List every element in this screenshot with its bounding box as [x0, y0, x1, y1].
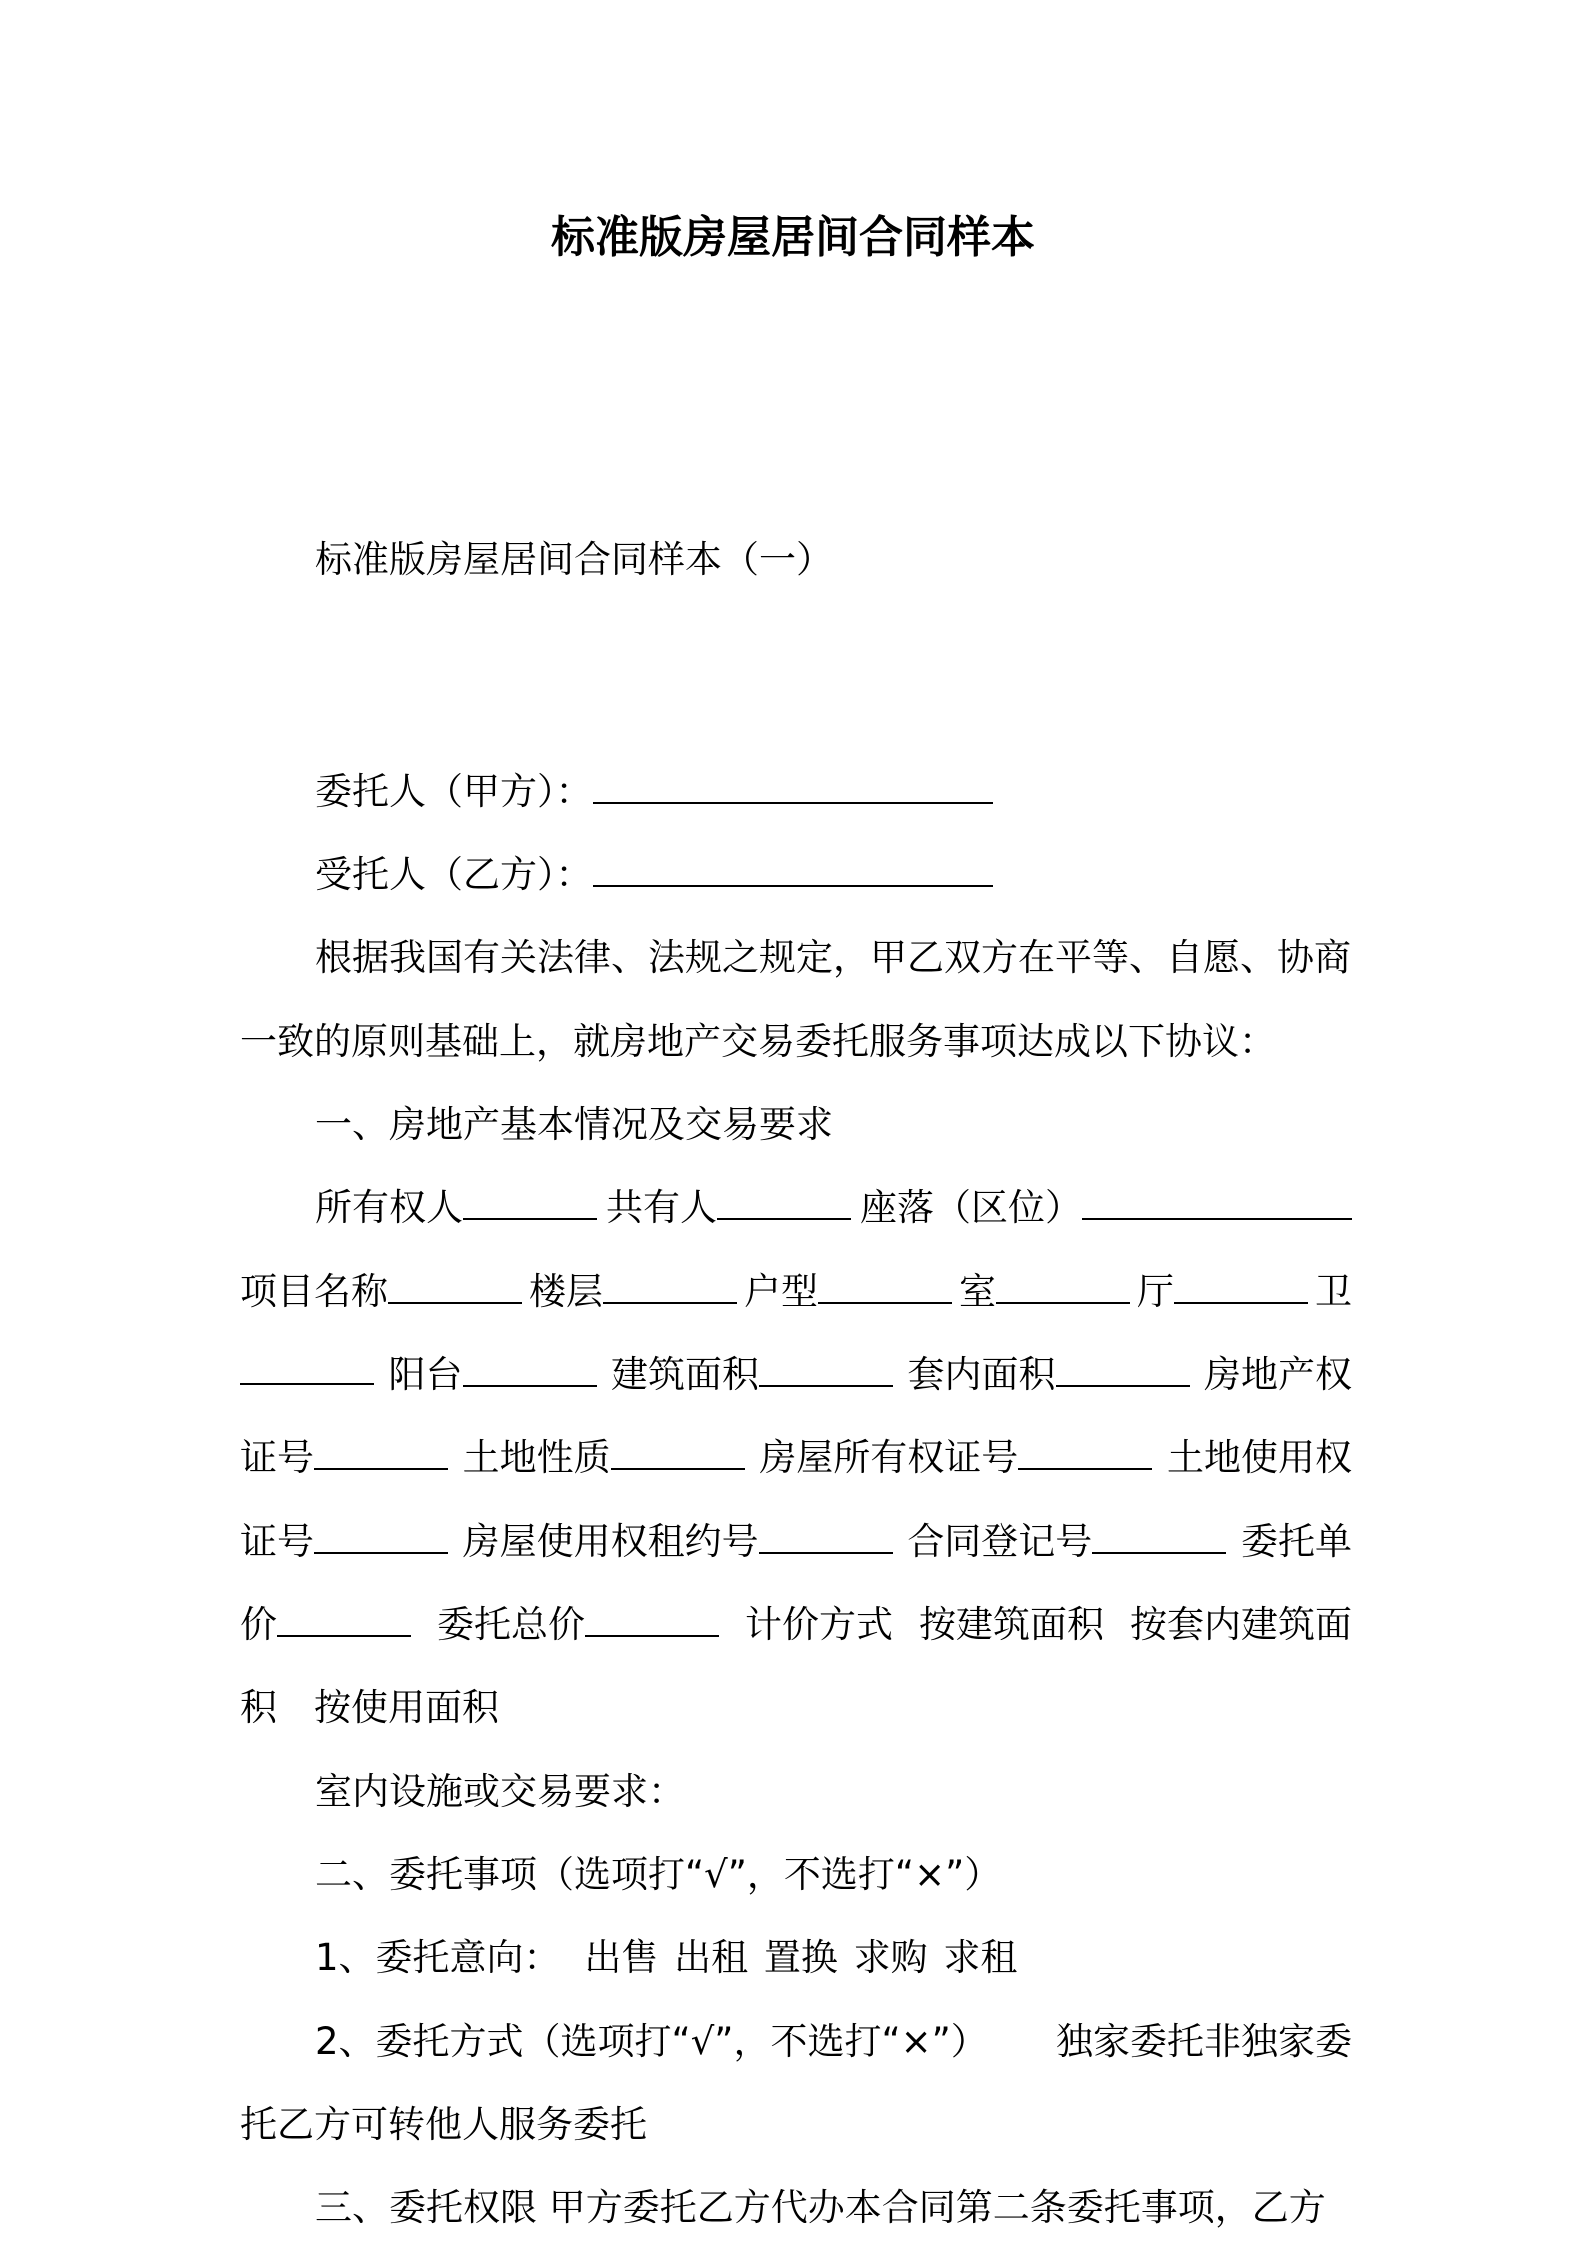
method-label: 2、委托方式（选项打“√”，不选打“×”） — [315, 2020, 988, 2063]
floor-blank[interactable] — [603, 1264, 737, 1304]
paragraph-1-line-2: 一致的原则基础上，就房地产交易委托服务事项达成以下协议： — [240, 1020, 1276, 1063]
pricing-option-building[interactable]: 按建筑面积 — [919, 1603, 1104, 1646]
intent-option-buy[interactable]: 求购 — [853, 1936, 928, 1979]
room-label: 室 — [959, 1270, 996, 1313]
contract-reg-label: 合同登记号 — [907, 1520, 1093, 1563]
contract-reg-blank[interactable] — [1092, 1514, 1226, 1554]
layout-label: 户型 — [744, 1270, 818, 1313]
balcony-blank[interactable] — [463, 1347, 597, 1387]
intent-option-sell[interactable]: 出售 — [584, 1936, 659, 1979]
party-b-label: 受托人（乙方）： — [315, 853, 593, 896]
floor-label: 楼层 — [529, 1270, 603, 1313]
realestate-cert-label-cont: 证号 — [240, 1436, 314, 1479]
unit-price-blank[interactable] — [277, 1597, 411, 1637]
intent-option-exchange[interactable]: 置换 — [763, 1936, 838, 1979]
total-price-label: 委托总价 — [437, 1603, 585, 1646]
house-cert-blank[interactable] — [1018, 1430, 1152, 1470]
hall-blank[interactable] — [1174, 1264, 1308, 1304]
method-option-exclusive[interactable]: 独家委托非独家委 — [1056, 2020, 1352, 2063]
subtitle: 标准版房屋居间合同样本（一） — [315, 538, 833, 581]
land-nature-label: 土地性质 — [462, 1436, 611, 1479]
project-blank[interactable] — [388, 1264, 522, 1304]
intent-option-rent-in[interactable]: 求租 — [943, 1936, 1018, 1979]
method-line-1 — [240, 2012, 1352, 2072]
total-price-blank[interactable] — [585, 1597, 719, 1637]
party-a-blank[interactable] — [593, 764, 993, 804]
fields-line-6 — [240, 1595, 1352, 1655]
hall-label: 厅 — [1137, 1270, 1174, 1313]
owner-label: 所有权人 — [315, 1186, 463, 1229]
pricing-option-inner[interactable]: 按套内建筑面 — [1130, 1603, 1352, 1646]
intent-option-rent-out[interactable]: 出租 — [674, 1936, 749, 1979]
realestate-cert-label: 房地产权 — [1204, 1353, 1352, 1396]
section-1-heading: 一、房地产基本情况及交易要求 — [315, 1103, 833, 1146]
coowner-blank[interactable] — [717, 1180, 851, 1220]
unit-price-label-cont: 价 — [240, 1603, 277, 1646]
fields-line-4 — [240, 1428, 1352, 1488]
method-line-2: 托乙方可转他人服务委托 — [240, 2103, 647, 2146]
party-a-line — [240, 762, 1352, 822]
paragraph-1-line-1: 根据我国有关法律、法规之规定，甲乙双方在平等、自愿、协商 — [315, 936, 1351, 979]
party-b-line — [240, 845, 1352, 905]
house-cert-label: 房屋所有权证号 — [759, 1436, 1019, 1479]
land-use-blank[interactable] — [314, 1514, 448, 1554]
pricing-option-inner-cont: 积 — [240, 1686, 277, 1729]
room-blank[interactable] — [996, 1264, 1130, 1304]
intent-label: 1、委托意向： — [315, 1936, 561, 1979]
party-b-blank[interactable] — [593, 847, 993, 887]
location-label: 座落（区位） — [860, 1186, 1082, 1229]
section-3-line: 三、委托权限 甲方委托乙方代办本合同第二条委托事项，乙方 — [315, 2186, 1326, 2229]
building-area-blank[interactable] — [759, 1347, 893, 1387]
lease-no-blank[interactable] — [759, 1514, 893, 1554]
location-blank[interactable] — [1082, 1180, 1352, 1220]
land-use-label: 土地使用权 — [1166, 1436, 1352, 1479]
inner-area-label: 套内面积 — [907, 1353, 1056, 1396]
layout-blank[interactable] — [818, 1264, 952, 1304]
land-nature-blank[interactable] — [611, 1430, 745, 1470]
document-title: 标准版房屋居间合同样本 — [551, 212, 1035, 263]
pricing-option-use[interactable]: 按使用面积 — [314, 1686, 499, 1729]
balcony-label: 阳台 — [388, 1353, 463, 1396]
building-area-label: 建筑面积 — [611, 1353, 759, 1396]
owner-blank[interactable] — [463, 1180, 597, 1220]
realestate-cert-blank[interactable] — [314, 1430, 448, 1470]
fields-line-7 — [240, 1678, 1352, 1738]
project-label: 项目名称 — [240, 1270, 388, 1313]
party-a-label: 委托人（甲方）： — [315, 770, 593, 813]
section-2-heading: 二、委托事项（选项打“√”，不选打“×”） — [315, 1853, 1002, 1896]
bath-label: 卫 — [1315, 1270, 1352, 1313]
inner-area-blank[interactable] — [1056, 1347, 1190, 1387]
lease-no-label: 房屋使用权租约号 — [462, 1520, 759, 1563]
unit-price-label: 委托单 — [1240, 1520, 1352, 1563]
facilities-line: 室内设施或交易要求： — [315, 1770, 685, 1813]
pricing-label: 计价方式 — [745, 1603, 893, 1646]
fields-line-5 — [240, 1512, 1352, 1572]
intent-line — [240, 1928, 1352, 1988]
fields-line-1 — [240, 1178, 1352, 1238]
bath-blank[interactable] — [240, 1345, 374, 1385]
fields-line-2 — [240, 1262, 1352, 1322]
land-use-label-cont: 证号 — [240, 1520, 314, 1563]
fields-line-3 — [240, 1345, 1352, 1405]
coowner-label: 共有人 — [606, 1186, 717, 1229]
